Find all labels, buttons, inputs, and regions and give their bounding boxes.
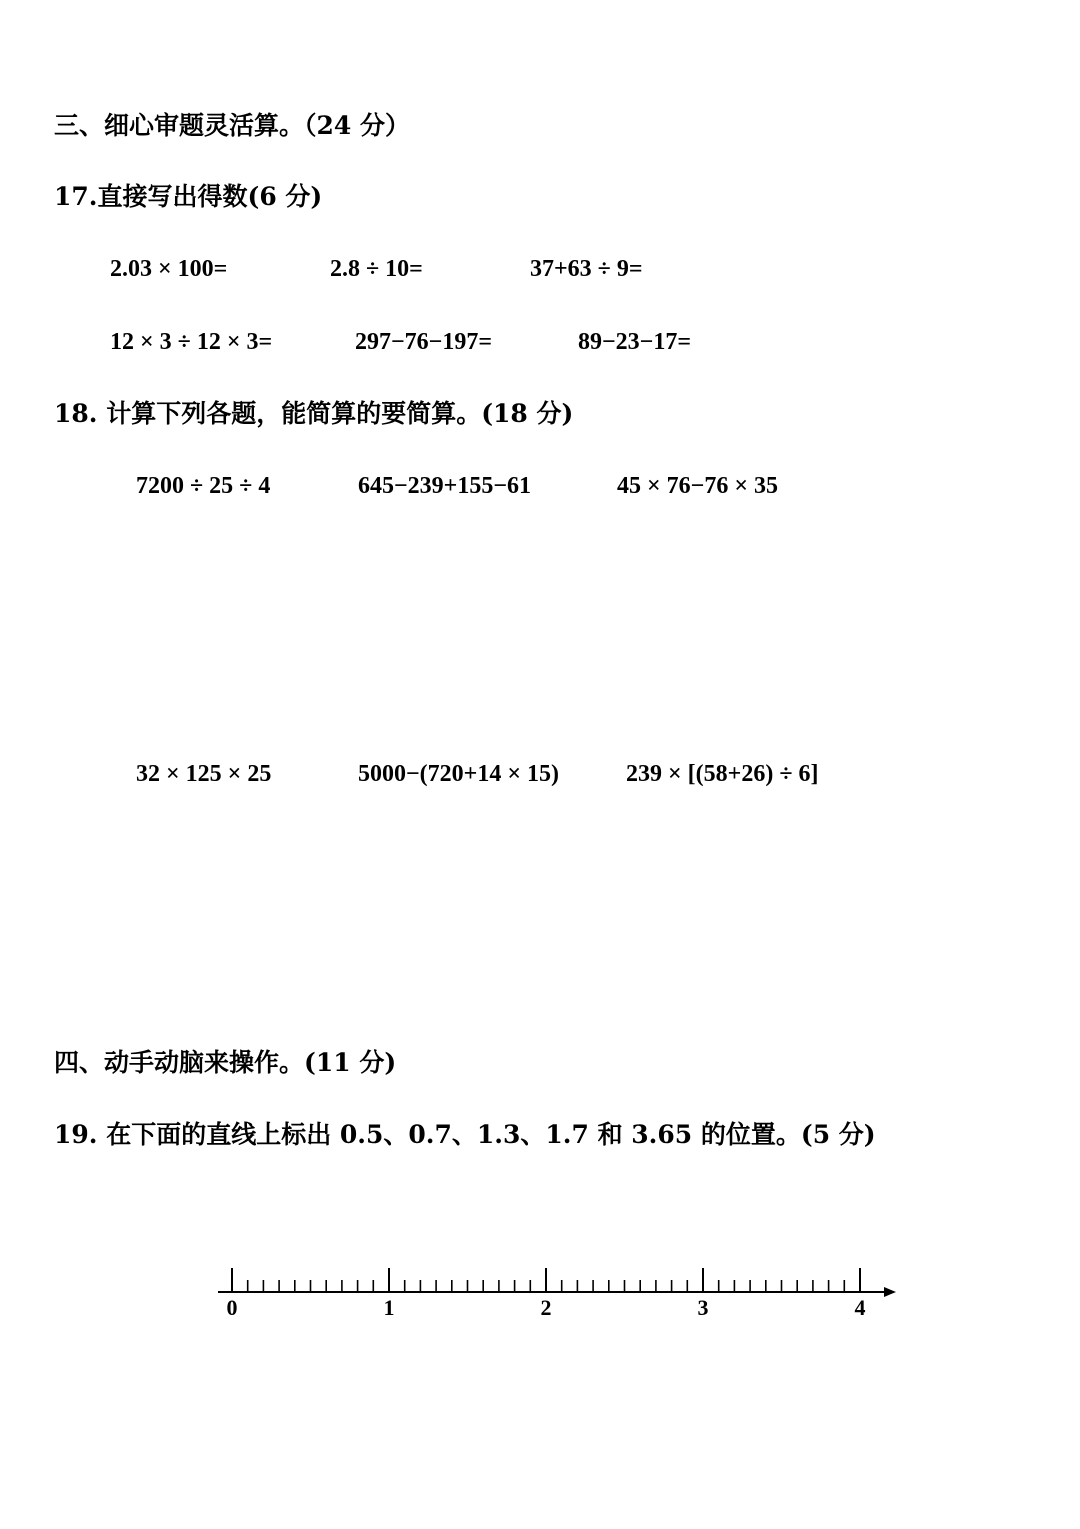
q18-expression: 32 × 125 × 25 xyxy=(136,761,272,787)
q17-expression: 2.8 ÷ 10= xyxy=(330,256,423,282)
axis-arrow-icon xyxy=(884,1287,896,1297)
tick-label: 3 xyxy=(697,1295,709,1320)
tick-label: 2 xyxy=(540,1295,552,1320)
number-line-labels xyxy=(227,1295,866,1320)
q17-expression: 297−76−197= xyxy=(355,329,493,355)
q18-expression: 5000−(720+14 × 15) xyxy=(358,761,560,787)
section4-heading: 四、动手动脑来操作。(11 分) xyxy=(54,1048,397,1077)
section3-heading: 三、细心审题灵活算。（24 分） xyxy=(54,111,410,140)
q18-expression: 239 × [(58+26) ÷ 6] xyxy=(626,761,819,787)
q17-expression: 12 × 3 ÷ 12 × 3= xyxy=(110,329,273,355)
q17-title: 17.直接写出得数(6 分) xyxy=(54,182,323,211)
tick-label: 1 xyxy=(383,1295,395,1320)
q17-expression: 37+63 ÷ 9= xyxy=(530,256,643,282)
number-line-ticks xyxy=(218,1268,896,1297)
q18-expression: 645−239+155−61 xyxy=(358,473,532,499)
tick-label: 0 xyxy=(226,1295,238,1320)
q18-expression: 45 × 76−76 × 35 xyxy=(617,473,779,499)
q17-expression: 2.03 × 100= xyxy=(110,256,228,282)
q19-title: 19. 在下面的直线上标出 0.5、0.7、1.3、1.7 和 3.65 的位置。(5 分) xyxy=(54,1120,876,1149)
q18-title: 18. 计算下列各题，能简算的要简算。(18 分) xyxy=(54,399,574,428)
tick-label: 4 xyxy=(854,1295,866,1320)
q17-expression: 89−23−17= xyxy=(578,329,692,355)
q18-expression: 7200 ÷ 25 ÷ 4 xyxy=(136,473,271,499)
number-line xyxy=(210,1258,910,1328)
